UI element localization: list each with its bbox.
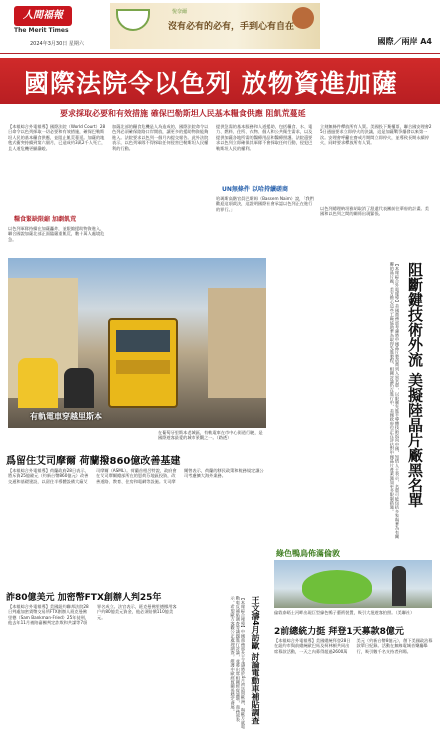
banner-ad — [110, 3, 320, 49]
main-col4b: 以色列總理納坦雅胡取消了派遣代表團前往華府的計畫。美國和以色列之間的關係出現緊張。 — [320, 206, 429, 217]
photo2-caption: 倫敦泰晤士河畔出現巨型綠色鴨子藝術裝置，吸引大批遊客拍照。（美聯社） — [274, 610, 415, 615]
issue-date: 2024年3月30日 星期六 — [30, 41, 84, 47]
bowl-icon — [116, 9, 150, 31]
main-headline-bar — [0, 58, 440, 104]
story3-headline: 詐80億美元 加密幣FTX創辦人判25年 — [6, 593, 162, 603]
main-col4: 立刻無條件釋放所有人質。美國投下棄權票，聯合國安理會25日通過要求立即停火的決議，這是加薩戰爭爆發以來第一次。安理會呼籲在齋戒月期間立即停火，並導致長期永續停火，同時要求釋放所有人質。 — [320, 124, 432, 146]
main-col3: 提供急需的基本服務和人道援助，包括糧食、水、電力、燃料、住所、衣物、個人和公共衛生需求，以及提供加薩各地所需的醫療用品和醫療照護。法院還要求以色列立即確保其軍隊不會採取任何行動，侵犯巴勒斯坦人民的權利。 — [216, 124, 313, 151]
main-col1-subhead: 糧食緊缺限縮 加劇飢荒 — [14, 216, 77, 223]
main-col1b: 以色列軍隊持續在加薩轟炸，並限縮援助物資進入，聯合國說加薩北部正面臨嚴重飢荒，數十萬人處境危急。 — [8, 226, 105, 242]
tram-icon — [108, 318, 178, 408]
duck-photo — [274, 560, 432, 608]
story2-text: 【本報綜合外電報導】荷蘭政府28日表示，將斥資25億歐元（約新台幣860億元）改善交通和基礎建設，以留住半導體設備大廠艾司摩爾（ASML）。荷蘭首相呂特說，政府會在艾司摩爾總部所在的恩荷芬地區投資，改善道路、教育、住房和電網等設施。艾司摩爾曾表示，荷蘭的移民政策和稅務規定讓公司考慮擴大海外業務。 — [8, 468, 264, 484]
tram-photo — [8, 258, 266, 428]
ad-brand: 悅奈爾 — [172, 9, 188, 15]
main-headline: 國際法院令以色列 放物資進加薩 — [24, 69, 398, 98]
photo2-caption-overlay: 綠色鴨鳥佈滿倫敦 — [276, 549, 340, 558]
story3-text: 【本報綜合外電報導】美國紐約聯邦法院28日判處加密貨幣交易所FTX創辦人班克曼佛里德（Sam Bankman-Fried）25年徒刑，他去年11月被陪審團判定詐欺和共謀等7項罪名成立。法官表示，班克曼佛里德挪用客戶約80億美元資金，他必須賠償110億美元。 — [8, 604, 177, 626]
logo-subtitle: The Merit Times — [14, 27, 69, 34]
main-subhead: 要求採取必要和有效措施 確保巴勒斯坦人民基本糧食供應 阻飢荒蔓延 — [60, 109, 306, 118]
duck-icon — [302, 570, 372, 604]
main-col1: 【本報綜合外電報導】國際法院（World Court）28日命令以色列採取一切必要和有效措施，確保巴勒斯坦人民的基本糧食供應，並阻止飢荒蔓延。加薩的地毯式衝突持續到第六個月，已造成約3萬2千人死亡，且人道危機更顯嚴峻。 — [8, 124, 106, 151]
story4-text: 【本報綜合外電報導】美國總統拜登28日在紐約市與前總統歐巴馬及柯林頓共同出席募款活動，一天之內募得超過2600萬美元（約新台幣8億元），創下美國政治募款單日紀錄。活動在無線電城音樂廳舉行，吸引數千名支持者到場。 — [274, 638, 433, 654]
vstory2-headline: 王文濤4月訪歐 討論電動車補貼調查 — [251, 596, 260, 725]
photo-caption: 在葡萄牙里斯本老城區，有軌電車在市中心街道行駛，是國際遊客最愛的城市景觀之一。（路透） — [158, 430, 263, 441]
section-label: 國際／兩岸 A4 — [377, 37, 432, 46]
vstory2-text: 【本報綜合報導】中國商務部長王文濤將於4月初訪問歐洲，與歐方就電動車反補貼調查等議題進行討論，並將出席相關經貿論壇，商務部表示，希望歐方客觀公正處理調查，維護中歐經貿關係穩定發展。 — [230, 596, 246, 729]
logo: 人間福報 — [14, 6, 72, 26]
vstory1-text: 【本報綜合外電報導】美國商務部考慮將中國晶片製造商列入黑名單，以限制先進半導體技術流向中國，知情人士表示，名單可能包括多家與華為有關聯的晶片廠，美方擔心這些工廠協助華為取得先進製程，相關討論仍在進行中，美國政府也正在評估對中國晶片產業施加更多限制措施。 — [389, 262, 400, 539]
masthead — [0, 0, 440, 54]
leaf-icon — [292, 7, 314, 29]
main-col2: 加薩北部的糧食危機是人為造成的，國際法院命令以色列必須確保陸路口岸開放，讓更多的援助物資能夠進入。法院要求以色列一個月內提交報告。此外法院表示，以色列軍隊不得採取任何侵害巴勒斯坦人民權利的行動。 — [112, 124, 209, 151]
story4-headline: 2前總統力挺 拜登1天募款8億元 — [274, 627, 404, 637]
photo-caption-overlay: 有軌電車穿越里斯本 — [30, 412, 102, 421]
story2-headline: 爲留住艾司摩爾 荷蘭撥860億改善基建 — [6, 456, 181, 467]
main-col3-subhead: UN無條件 以哈持續磋商 — [222, 186, 288, 193]
ad-tagline: 沒有必有的必有，手到心有自在 — [168, 22, 295, 32]
main-col3b: 哈瑪斯高階官員巴斯姆（Bassem Naim）說，「我們歡迎這項裁決，這證明國際社會承認以色列正在進行的罪行。」 — [216, 196, 314, 212]
vstory1-headline: 阻斷鍵技術外流 美擬陸晶片廠黑名單 — [406, 262, 424, 508]
